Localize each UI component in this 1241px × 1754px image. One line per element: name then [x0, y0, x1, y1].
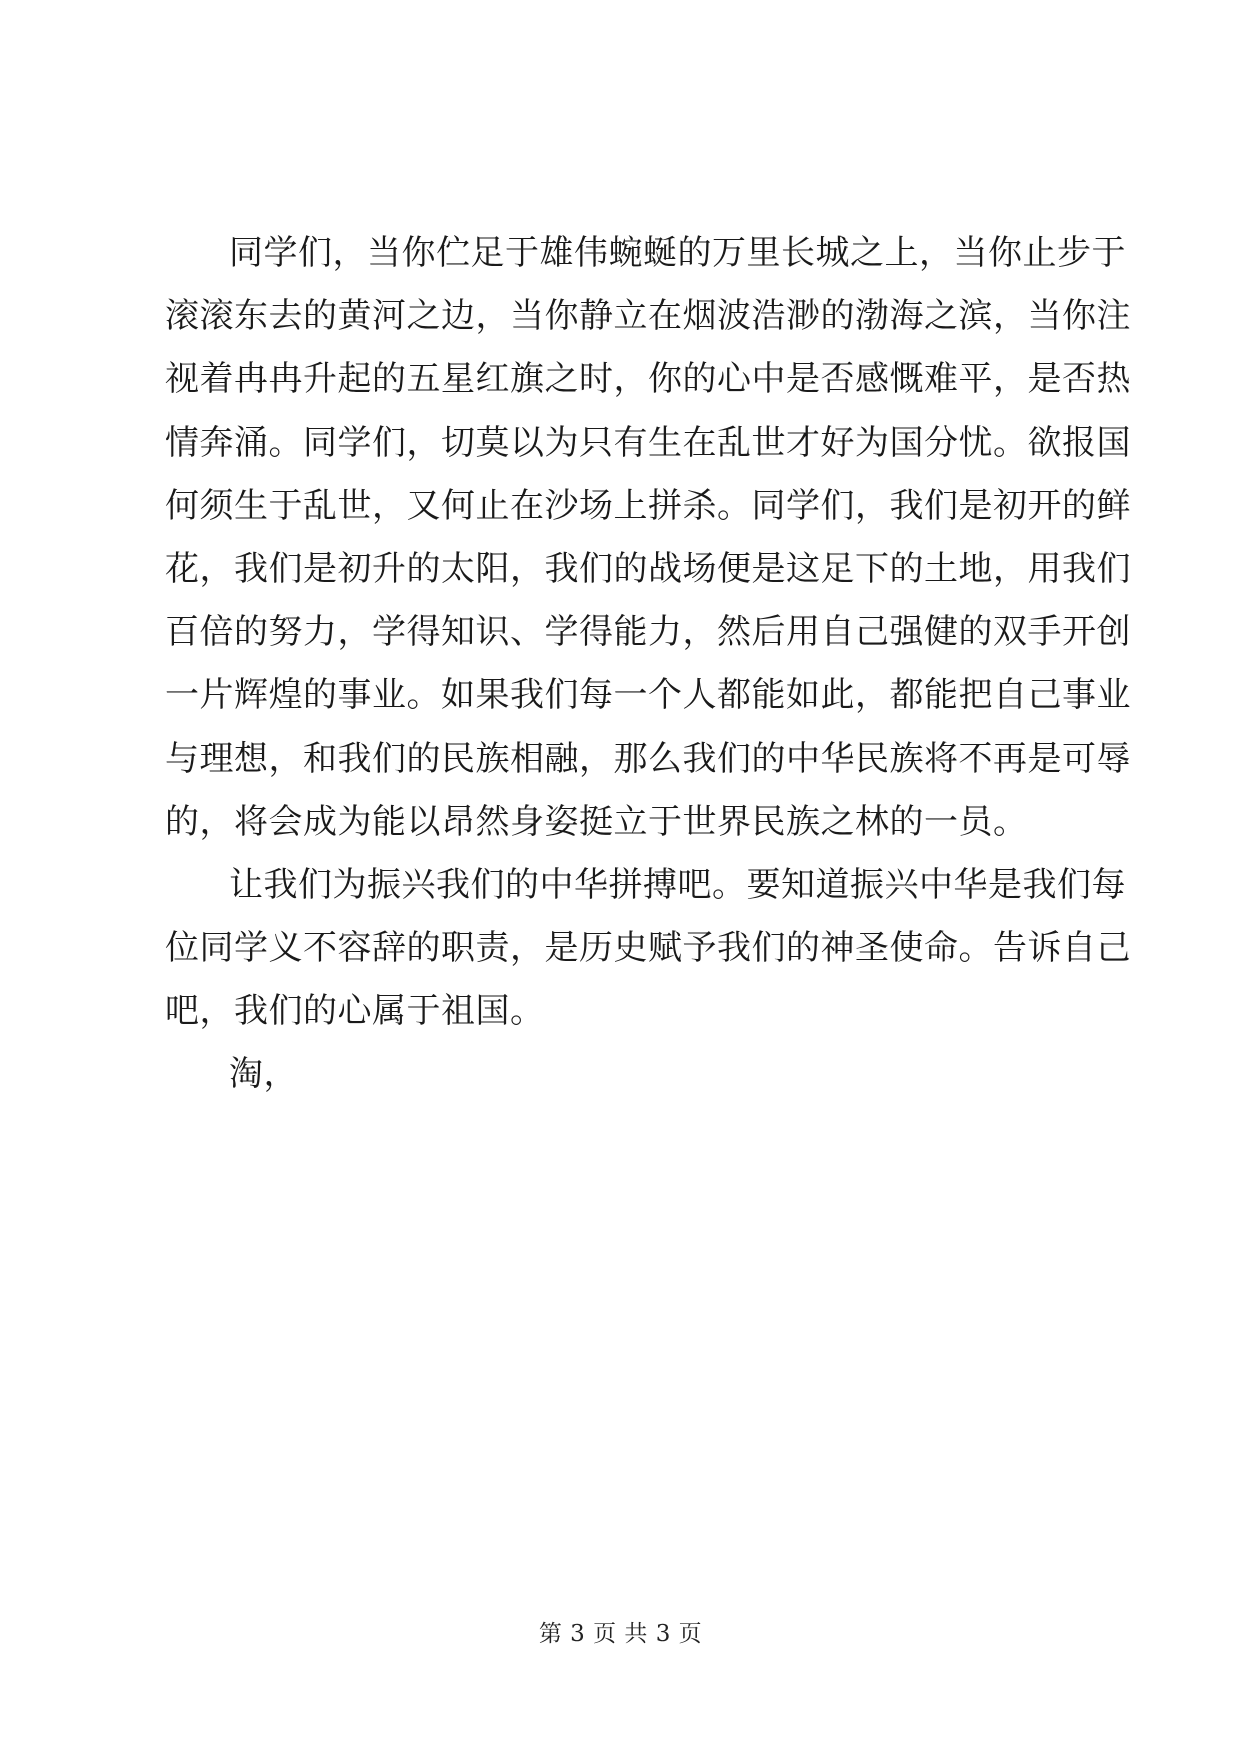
paragraph-2: [165, 854, 1131, 1044]
paragraph-line: 何须生于乱世，又何止在沙场上拼杀。同学们，我们是初开的鲜: [165, 485, 1131, 526]
paragraph-line: 一片辉煌的事业。如果我们每一个人都能如此，都能把自己事业: [165, 675, 1131, 716]
page-number-footer: 第 3 页 共 3 页: [538, 1621, 703, 1647]
paragraph-line: 让我们为振兴我们的中华拼搏吧。要知道振兴中华是我们每: [229, 864, 1126, 905]
paragraph-line: 滚滚东去的黄河之边，当你静立在烟波浩渺的渤海之滨，当你注: [165, 296, 1131, 337]
paragraph-line: 花，我们是初升的太阳，我们的战场便是这足下的土地，用我们: [165, 548, 1131, 589]
paragraph-line: 情奔涌。同学们，切莫以为只有生在乱世才好为国分忧。欲报国: [165, 422, 1131, 463]
paragraph-line: 位同学义不容辞的职责，是历史赋予我们的神圣使命。告诉自己: [165, 928, 1131, 969]
paragraph-3: [165, 1043, 1087, 1106]
paragraph-line: 的，将会成为能以昂然身姿挺立于世界民族之林的一员。: [165, 801, 1028, 842]
paragraph-line: 视着冉冉升起的五星红旗之时，你的心中是否感慨难平，是否热: [165, 359, 1131, 400]
paragraph-line: 与理想，和我们的民族相融，那么我们的中华民族将不再是可辱: [165, 738, 1131, 779]
paragraph-1: [165, 222, 1131, 854]
paragraph-line: 吧，我们的心属于祖国。: [165, 991, 545, 1032]
paragraph-line: 淘，: [229, 1054, 298, 1095]
paragraph-line: 百倍的努力，学得知识、学得能力，然后用自己强健的双手开创: [165, 612, 1131, 653]
paragraph-line: 同学们，当你伫足于雄伟蜿蜒的万里长城之上，当你止步于: [229, 233, 1126, 273]
document-body: [165, 222, 1131, 1107]
